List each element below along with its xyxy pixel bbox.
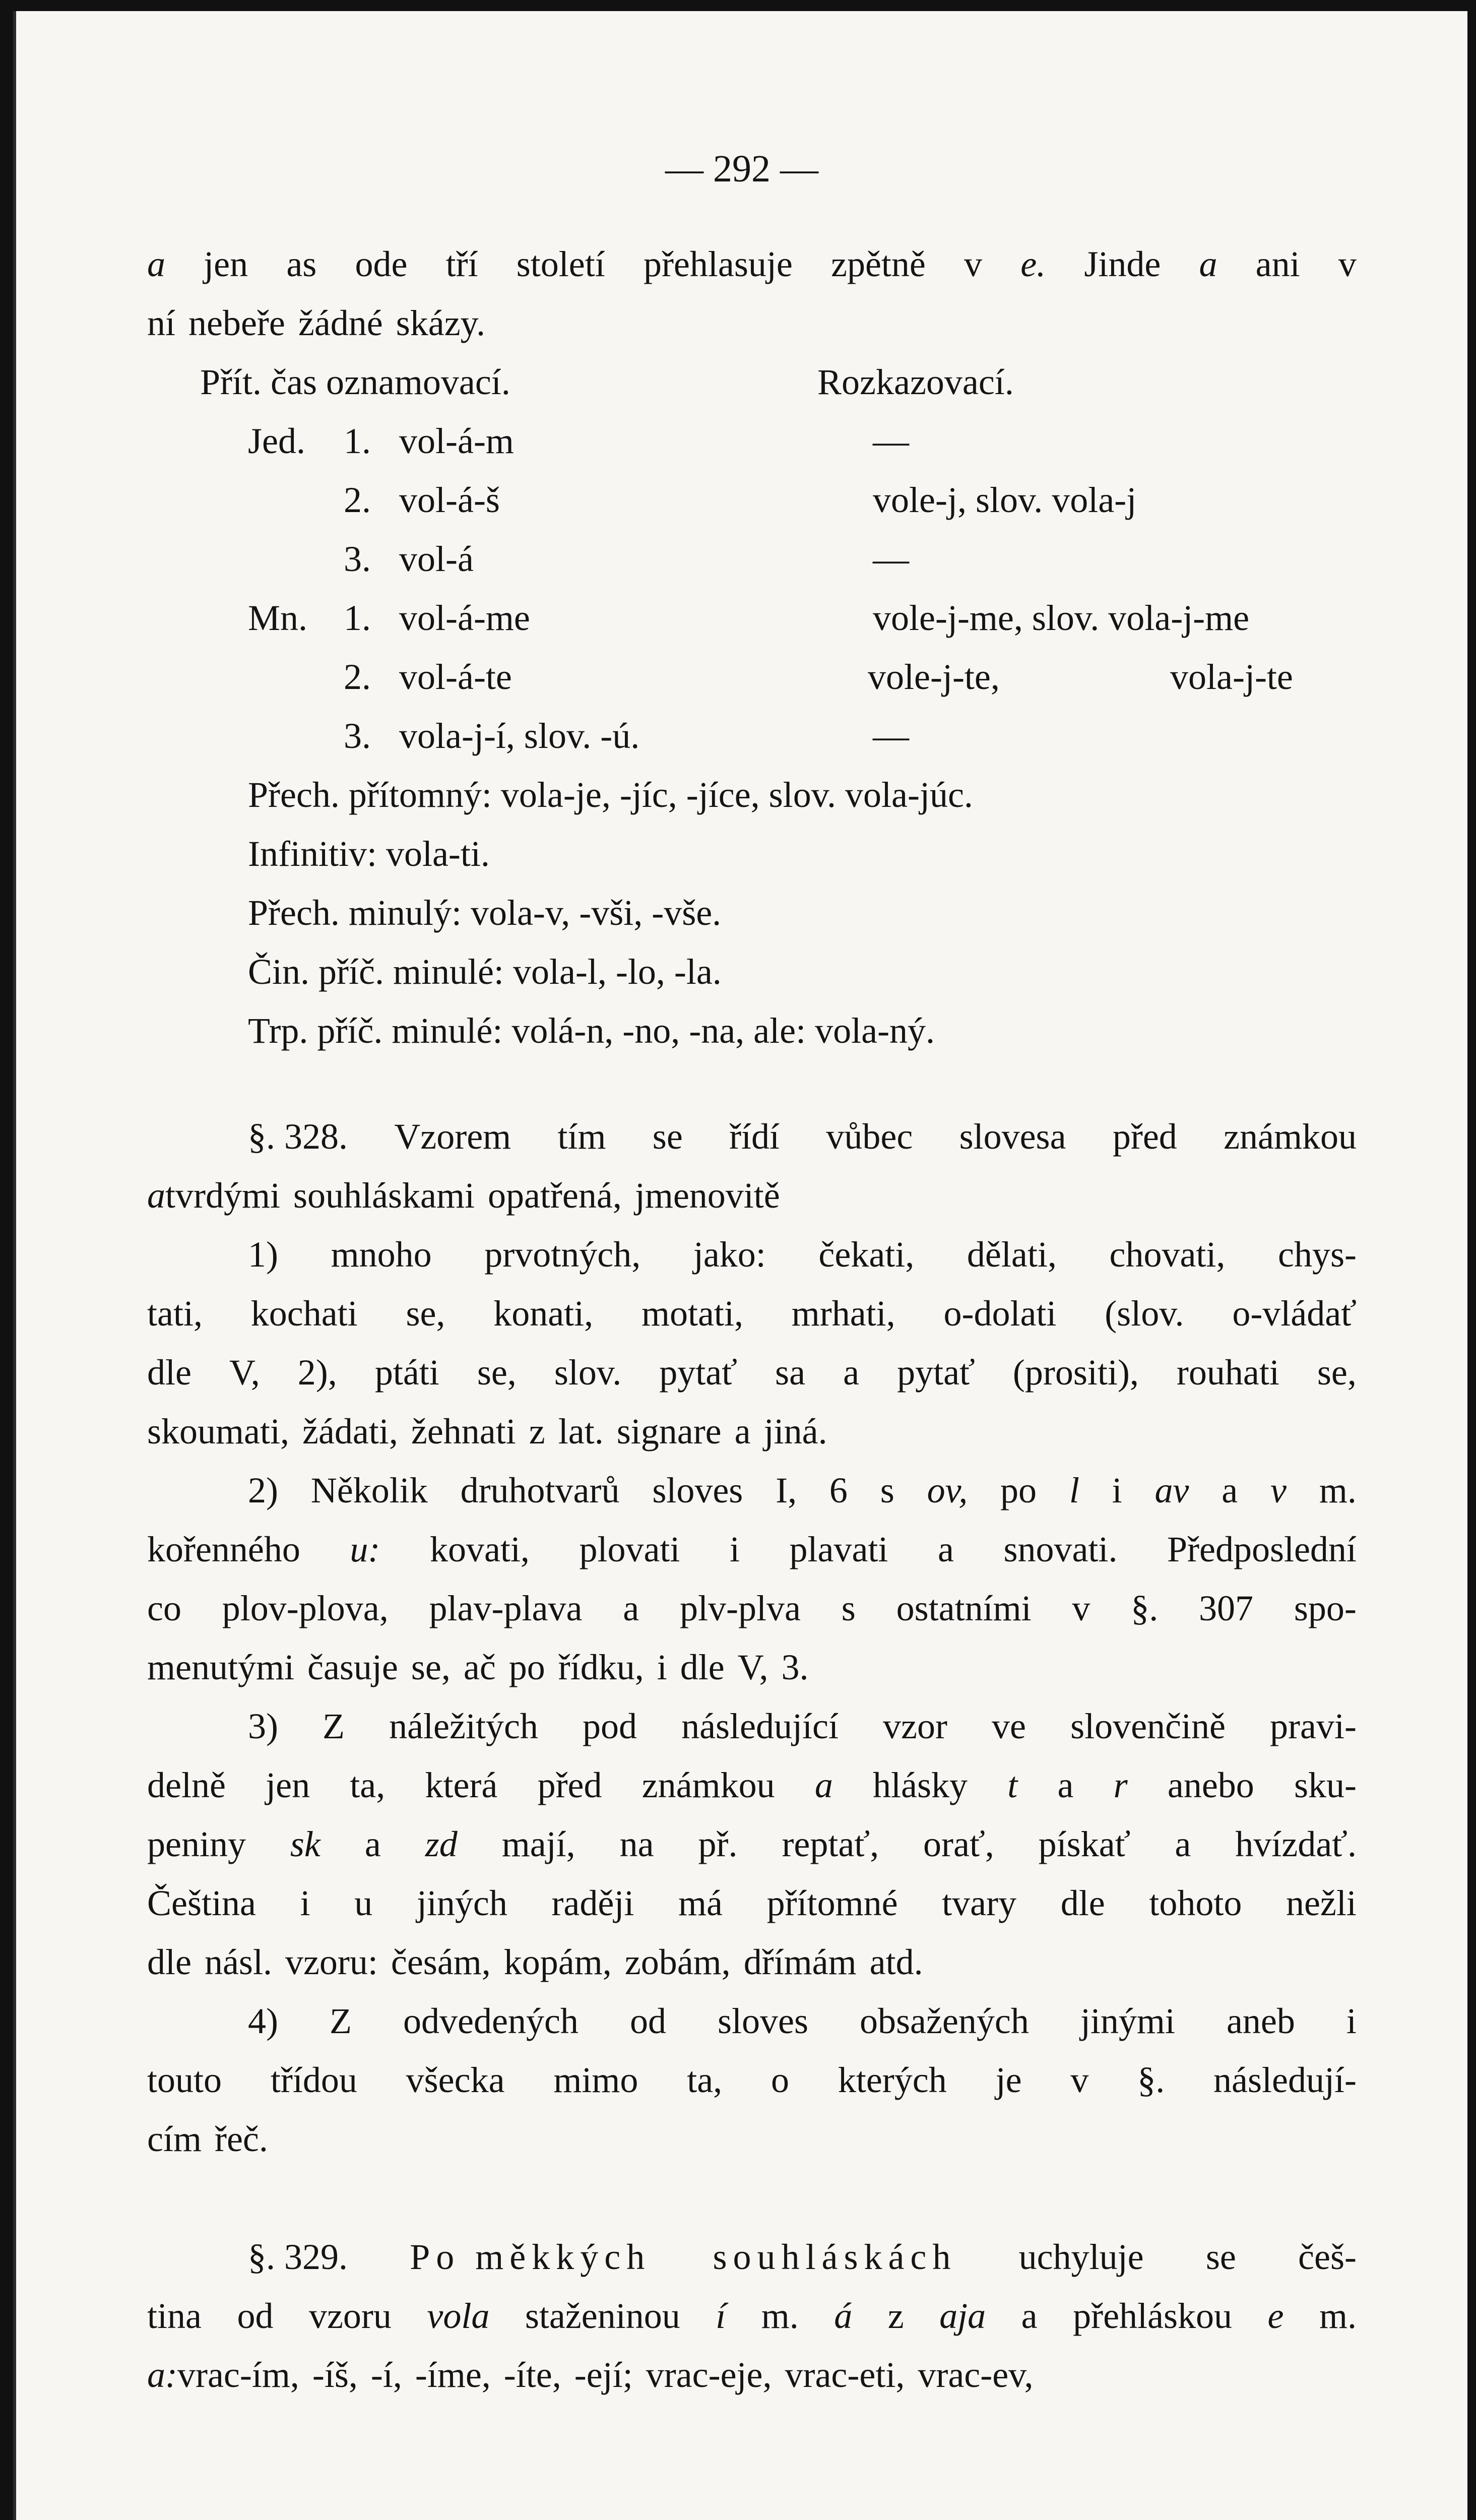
word: chovati, bbox=[1109, 1234, 1226, 1275]
word: delně bbox=[147, 1765, 226, 1805]
word: a bbox=[734, 1411, 751, 1452]
book-page bbox=[13, 11, 1467, 2520]
word: o-vládať bbox=[1232, 1293, 1357, 1334]
imperative-form: vole-j, slov. vola-j bbox=[873, 480, 1137, 520]
word: a bbox=[937, 1529, 954, 1569]
word: uchyluje bbox=[1018, 2237, 1144, 2277]
word: i bbox=[729, 1529, 740, 1569]
word: ov, bbox=[927, 1470, 968, 1510]
word: tím bbox=[557, 1116, 606, 1157]
word: Vzorem bbox=[394, 1116, 511, 1157]
word: odvedených bbox=[403, 2001, 579, 2041]
conjugation-row bbox=[147, 412, 1357, 471]
word: I, bbox=[776, 1470, 797, 1510]
word: a bbox=[1199, 244, 1217, 284]
word: od bbox=[237, 2296, 274, 2336]
text-line bbox=[147, 235, 1357, 294]
word: žádné bbox=[298, 303, 383, 343]
word: mnoho bbox=[331, 1234, 432, 1275]
word: tati, bbox=[147, 1293, 203, 1334]
conjugation-row bbox=[147, 471, 1357, 530]
word: a bbox=[147, 1175, 165, 1216]
word: násl. bbox=[204, 1942, 272, 1982]
word: ní bbox=[147, 303, 176, 343]
conjugation-form: vol-á-me bbox=[399, 598, 530, 638]
word: skoumati, bbox=[147, 1411, 289, 1452]
word: (slov. bbox=[1105, 1293, 1184, 1334]
word: -íte, bbox=[503, 2355, 561, 2395]
word: se bbox=[652, 1116, 683, 1157]
word: Z bbox=[330, 2001, 352, 2041]
word: 3. bbox=[781, 1647, 809, 1687]
text-line bbox=[147, 1697, 1357, 1756]
word: mají, bbox=[501, 1824, 575, 1864]
word: Předposlední bbox=[1167, 1529, 1357, 1569]
word: chys- bbox=[1278, 1234, 1357, 1275]
conjugation-group: Jed. bbox=[248, 421, 305, 461]
word: po bbox=[1000, 1470, 1037, 1510]
word: zpětně bbox=[830, 244, 926, 284]
word: plov-plova, bbox=[222, 1588, 389, 1628]
word: následující bbox=[681, 1706, 839, 1746]
word: 4) bbox=[248, 2001, 278, 2041]
conjugation-form: vol-á-š bbox=[399, 480, 500, 520]
word: motati, bbox=[641, 1293, 743, 1334]
word: češ- bbox=[1298, 2237, 1357, 2277]
word: kopám, bbox=[503, 1942, 612, 1982]
word: následují- bbox=[1213, 2060, 1357, 2100]
word: 307 bbox=[1199, 1588, 1254, 1628]
word: a bbox=[1021, 2296, 1038, 2336]
word: (prositi), bbox=[1012, 1352, 1139, 1393]
word: slov. bbox=[554, 1352, 622, 1393]
word: touto bbox=[147, 2060, 222, 2100]
word: s bbox=[880, 1470, 894, 1510]
word: vzor bbox=[883, 1706, 947, 1746]
word: vrac-eti, bbox=[785, 2355, 905, 2395]
word: prvotných, bbox=[484, 1234, 641, 1275]
word: i bbox=[1112, 1470, 1122, 1510]
word: kterých bbox=[838, 2060, 947, 2100]
verb-form-line: Čin. příč. minulé: vola-l, -lo, -la. bbox=[248, 952, 722, 992]
word: l bbox=[1069, 1470, 1079, 1510]
word: čekati, bbox=[818, 1234, 915, 1275]
word: století bbox=[516, 244, 605, 284]
word: 3) bbox=[248, 1706, 278, 1746]
word: tvrdými bbox=[165, 1175, 280, 1216]
conjugation-form: vol-á-te bbox=[399, 657, 512, 697]
word: Z bbox=[323, 1706, 345, 1746]
conjugation-number: 1. bbox=[344, 421, 371, 461]
word: jmenovitě bbox=[634, 1175, 780, 1216]
word: obsažených bbox=[860, 2001, 1029, 2041]
word: s bbox=[841, 1588, 856, 1628]
word: tvary bbox=[942, 1883, 1017, 1923]
word: žehnati bbox=[411, 1411, 516, 1452]
text-line bbox=[147, 1107, 1357, 1166]
word: po bbox=[508, 1647, 545, 1687]
word: opatřená, bbox=[487, 1175, 622, 1216]
word: dle bbox=[147, 1942, 191, 1982]
word: v bbox=[1072, 1588, 1090, 1628]
word: menutými bbox=[147, 1647, 294, 1687]
section-328-item-1 bbox=[147, 1225, 1357, 1461]
conjugation-row bbox=[147, 589, 1357, 648]
word: z bbox=[529, 1411, 545, 1452]
word: pod bbox=[583, 1706, 637, 1746]
word: atd. bbox=[869, 1942, 923, 1982]
text-line bbox=[147, 2110, 1357, 2169]
word: r bbox=[1113, 1765, 1128, 1805]
word: i bbox=[657, 1647, 667, 1687]
word: co bbox=[147, 1588, 181, 1628]
word: třídou bbox=[270, 2060, 357, 2100]
word: Čeština bbox=[147, 1883, 256, 1923]
word: dřímám bbox=[743, 1942, 857, 1982]
word: dle bbox=[680, 1647, 725, 1687]
word: vrac-ev, bbox=[918, 2355, 1034, 2395]
word: tří bbox=[445, 244, 478, 284]
word: dle bbox=[147, 1352, 191, 1393]
text-line bbox=[147, 1579, 1357, 1638]
word: i bbox=[300, 1883, 310, 1923]
word: nežli bbox=[1286, 1883, 1357, 1923]
word: Po měkkých bbox=[410, 2237, 651, 2277]
word: plav-plava bbox=[429, 1588, 583, 1628]
word: pytať bbox=[897, 1352, 975, 1393]
word: orať, bbox=[923, 1824, 994, 1864]
word: -í, bbox=[370, 2355, 402, 2395]
text-line bbox=[147, 2346, 1357, 2405]
word: ostatními bbox=[896, 1588, 1032, 1628]
word: 6 bbox=[829, 1470, 848, 1510]
word: vola bbox=[427, 2296, 490, 2336]
word: plv-plva bbox=[680, 1588, 801, 1628]
word: anebo bbox=[1167, 1765, 1254, 1805]
word: ta, bbox=[350, 1765, 386, 1805]
word: peniny bbox=[147, 1824, 246, 1864]
word: přítomné bbox=[766, 1883, 898, 1923]
word: pytať bbox=[659, 1352, 737, 1393]
word: §. bbox=[1131, 1588, 1159, 1628]
word: kochati bbox=[250, 1293, 358, 1334]
word: aneb bbox=[1226, 2001, 1295, 2041]
word: pravi- bbox=[1270, 1706, 1357, 1746]
word: řídku, bbox=[558, 1647, 644, 1687]
word: a bbox=[364, 1824, 381, 1864]
section-328-item-2 bbox=[147, 1461, 1357, 1697]
word: v bbox=[1270, 1470, 1287, 1510]
verb-form-line: Infinitiv: vola-ti. bbox=[248, 834, 490, 874]
word: ptáti bbox=[374, 1352, 439, 1393]
text-line bbox=[147, 1402, 1357, 1461]
word: známkou bbox=[641, 1765, 775, 1805]
word: česám, bbox=[391, 1942, 491, 1982]
text-line bbox=[147, 2051, 1357, 2110]
word: zobám, bbox=[624, 1942, 731, 1982]
word: Jinde bbox=[1084, 244, 1161, 284]
word: o-dolati bbox=[943, 1293, 1057, 1334]
word: od bbox=[629, 2001, 666, 2041]
conjugation-row bbox=[147, 648, 1357, 707]
word: a: bbox=[147, 2355, 177, 2395]
word: ta, bbox=[687, 2060, 723, 2100]
conjugation-row bbox=[147, 530, 1357, 589]
word: as bbox=[286, 244, 317, 284]
word: mimo bbox=[553, 2060, 638, 2100]
word: přehláskou bbox=[1073, 2296, 1233, 2336]
text-line bbox=[147, 1343, 1357, 1402]
verb-form-line: Trp. příč. minulé: volá-n, -no, -na, ale: vola-ný. bbox=[248, 1011, 935, 1051]
word: na bbox=[619, 1824, 654, 1864]
word: lat. bbox=[558, 1411, 604, 1452]
word: aja bbox=[939, 2296, 986, 2336]
word: 2) bbox=[248, 1470, 278, 1510]
text-line bbox=[147, 2228, 1357, 2287]
word: a bbox=[1222, 1470, 1238, 1510]
text-line bbox=[147, 1815, 1357, 1874]
intro-paragraph bbox=[147, 235, 1357, 353]
word: o bbox=[771, 2060, 790, 2100]
text-line bbox=[147, 1461, 1357, 1520]
word: plavati bbox=[789, 1529, 888, 1569]
word: je bbox=[995, 2060, 1022, 2100]
conjugation-number: 1. bbox=[344, 598, 371, 638]
word: m. bbox=[761, 2296, 799, 2336]
conjugation-number: 2. bbox=[344, 480, 371, 520]
word: vůbec bbox=[826, 1116, 913, 1157]
word: vrac-eje, bbox=[646, 2355, 772, 2395]
word: dle bbox=[1060, 1883, 1105, 1923]
word: jiných bbox=[416, 1883, 507, 1923]
verb-form-line: Přech. minulý: vola-v, -vši, -vše. bbox=[248, 893, 722, 933]
word: av bbox=[1154, 1470, 1189, 1510]
word: jen bbox=[204, 244, 248, 284]
text-line bbox=[147, 1756, 1357, 1815]
section-328-heading bbox=[147, 1107, 1357, 1225]
word: známkou bbox=[1224, 1116, 1357, 1157]
word: sloves bbox=[652, 1470, 743, 1510]
word: raději bbox=[551, 1883, 634, 1923]
text-line bbox=[147, 1225, 1357, 1284]
text-line bbox=[147, 1284, 1357, 1343]
word: v bbox=[1338, 244, 1357, 284]
word: a bbox=[623, 1588, 639, 1628]
word: řeč. bbox=[214, 2119, 268, 2159]
conjugation-header-right: Rozkazovací. bbox=[817, 362, 1014, 402]
word: t bbox=[1007, 1765, 1018, 1805]
word: §. bbox=[1137, 2060, 1165, 2100]
section-328-item-4 bbox=[147, 1992, 1357, 2169]
word: řídí bbox=[729, 1116, 780, 1157]
word: hvízdať. bbox=[1235, 1824, 1357, 1864]
word: druhotvarů bbox=[460, 1470, 620, 1510]
word: vzoru: bbox=[285, 1942, 378, 1982]
text-line bbox=[147, 1520, 1357, 1579]
text-line bbox=[147, 1166, 1357, 1225]
word: ani bbox=[1255, 244, 1300, 284]
word: a bbox=[814, 1765, 833, 1805]
word: souhláskách bbox=[713, 2237, 957, 2277]
word: tina bbox=[147, 2296, 202, 2336]
word: cím bbox=[147, 2119, 202, 2159]
conjugation-number: 3. bbox=[344, 716, 371, 756]
imperative-form: vole-j-me, slov. vola-j-me bbox=[873, 598, 1250, 638]
word: sk bbox=[290, 1824, 320, 1864]
word: V, bbox=[229, 1352, 260, 1393]
word: ve bbox=[992, 1706, 1026, 1746]
word: všecka bbox=[406, 2060, 505, 2100]
word: jako: bbox=[693, 1234, 766, 1275]
text-line bbox=[147, 294, 1357, 353]
word: á bbox=[834, 2296, 853, 2336]
word: e bbox=[1267, 2296, 1284, 2336]
word: Několik bbox=[310, 1470, 428, 1510]
word: u bbox=[354, 1883, 373, 1923]
word: se, bbox=[477, 1352, 517, 1393]
imperative-form-slovak: vola-j-te bbox=[1170, 657, 1293, 697]
word: -íš, bbox=[312, 2355, 358, 2395]
word: hlásky bbox=[873, 1765, 968, 1805]
word: a bbox=[1175, 1824, 1191, 1864]
word: rouhati bbox=[1176, 1352, 1279, 1393]
text-line bbox=[147, 1638, 1357, 1697]
verb-form-line: Přech. přítomný: vola-je, -jíc, -jíce, slov. vola-júc. bbox=[248, 775, 973, 815]
word: reptať, bbox=[782, 1824, 879, 1864]
text-line bbox=[147, 1933, 1357, 1992]
page-number: — 292 — bbox=[665, 148, 818, 190]
word: nebeře bbox=[188, 303, 285, 343]
imperative-form: vole-j-te, bbox=[868, 657, 1000, 697]
word: v bbox=[964, 244, 983, 284]
word: př. bbox=[698, 1824, 738, 1864]
word: náležitých bbox=[389, 1706, 538, 1746]
word: ode bbox=[355, 244, 408, 284]
word: jen bbox=[266, 1765, 310, 1805]
text-line bbox=[147, 1992, 1357, 2051]
text-line bbox=[147, 2287, 1357, 2346]
word: zd bbox=[425, 1824, 458, 1864]
word: žádati, bbox=[302, 1411, 398, 1452]
word: §. 328. bbox=[248, 1116, 348, 1157]
word: m. bbox=[1319, 2296, 1357, 2336]
word: jinými bbox=[1080, 2001, 1175, 2041]
word: í bbox=[716, 2296, 726, 2336]
text-line bbox=[147, 1874, 1357, 1933]
word: před bbox=[537, 1765, 602, 1805]
word: V, bbox=[737, 1647, 768, 1687]
conjugation-number: 3. bbox=[344, 539, 371, 579]
word: e. bbox=[1020, 244, 1046, 284]
word: dělati, bbox=[967, 1234, 1057, 1275]
conjugation-number: 2. bbox=[344, 657, 371, 697]
word: konati, bbox=[493, 1293, 594, 1334]
word: pískať bbox=[1038, 1824, 1131, 1864]
word: se bbox=[1205, 2237, 1236, 2277]
word: kořenného bbox=[147, 1529, 300, 1569]
word: časuje bbox=[307, 1647, 398, 1687]
word: slovesa bbox=[959, 1116, 1066, 1157]
word: a bbox=[147, 244, 165, 284]
word: -íme, bbox=[415, 2355, 491, 2395]
word: staženinou bbox=[525, 2296, 680, 2336]
word: sloves bbox=[717, 2001, 808, 2041]
word: slovenčině bbox=[1070, 1706, 1226, 1746]
word: a bbox=[1057, 1765, 1074, 1805]
word: 2), bbox=[297, 1352, 337, 1393]
imperative-form: — bbox=[873, 539, 909, 579]
word: spo- bbox=[1294, 1588, 1357, 1628]
word: se, bbox=[406, 1293, 445, 1334]
imperative-form: — bbox=[873, 716, 909, 756]
word: 1) bbox=[248, 1234, 278, 1275]
word: z bbox=[887, 2296, 904, 2336]
word: se, bbox=[411, 1647, 451, 1687]
word: sku- bbox=[1294, 1765, 1357, 1805]
word: souhláskami bbox=[293, 1175, 475, 1216]
word: a bbox=[843, 1352, 860, 1393]
word: přehlasuje bbox=[643, 244, 793, 284]
word: skázy. bbox=[396, 303, 486, 343]
word: jiná. bbox=[763, 1411, 827, 1452]
word: vrac-ím, bbox=[177, 2355, 299, 2395]
word: u: bbox=[350, 1529, 380, 1569]
word: vzoru bbox=[308, 2296, 392, 2336]
word: se, bbox=[1317, 1352, 1357, 1393]
word: sa bbox=[775, 1352, 806, 1393]
word: plovati bbox=[579, 1529, 680, 1569]
conjugation-header-left: Přít. čas oznamovací. bbox=[200, 362, 510, 402]
conjugation-form: vol-á bbox=[399, 539, 474, 579]
word: tohoto bbox=[1149, 1883, 1242, 1923]
word: ač bbox=[463, 1647, 496, 1687]
word: m. bbox=[1319, 1470, 1357, 1510]
word: §. 329. bbox=[248, 2237, 348, 2277]
conjugation-row bbox=[147, 707, 1357, 766]
word: signare bbox=[616, 1411, 722, 1452]
section-328-item-3 bbox=[147, 1697, 1357, 1992]
word: kovati, bbox=[429, 1529, 530, 1569]
word: která bbox=[425, 1765, 498, 1805]
section-329 bbox=[147, 2228, 1357, 2405]
conjugation-form: vola-j-í, slov. -ú. bbox=[399, 716, 640, 756]
conjugation-group: Mn. bbox=[248, 598, 308, 638]
conjugation-form: vol-á-m bbox=[399, 421, 514, 461]
word: v bbox=[1070, 2060, 1089, 2100]
word: před bbox=[1112, 1116, 1177, 1157]
word: i bbox=[1346, 2001, 1357, 2041]
word: snovati. bbox=[1003, 1529, 1118, 1569]
word: má bbox=[678, 1883, 723, 1923]
word: -ejí; bbox=[574, 2355, 633, 2395]
imperative-form: — bbox=[873, 421, 909, 461]
word: mrhati, bbox=[791, 1293, 895, 1334]
